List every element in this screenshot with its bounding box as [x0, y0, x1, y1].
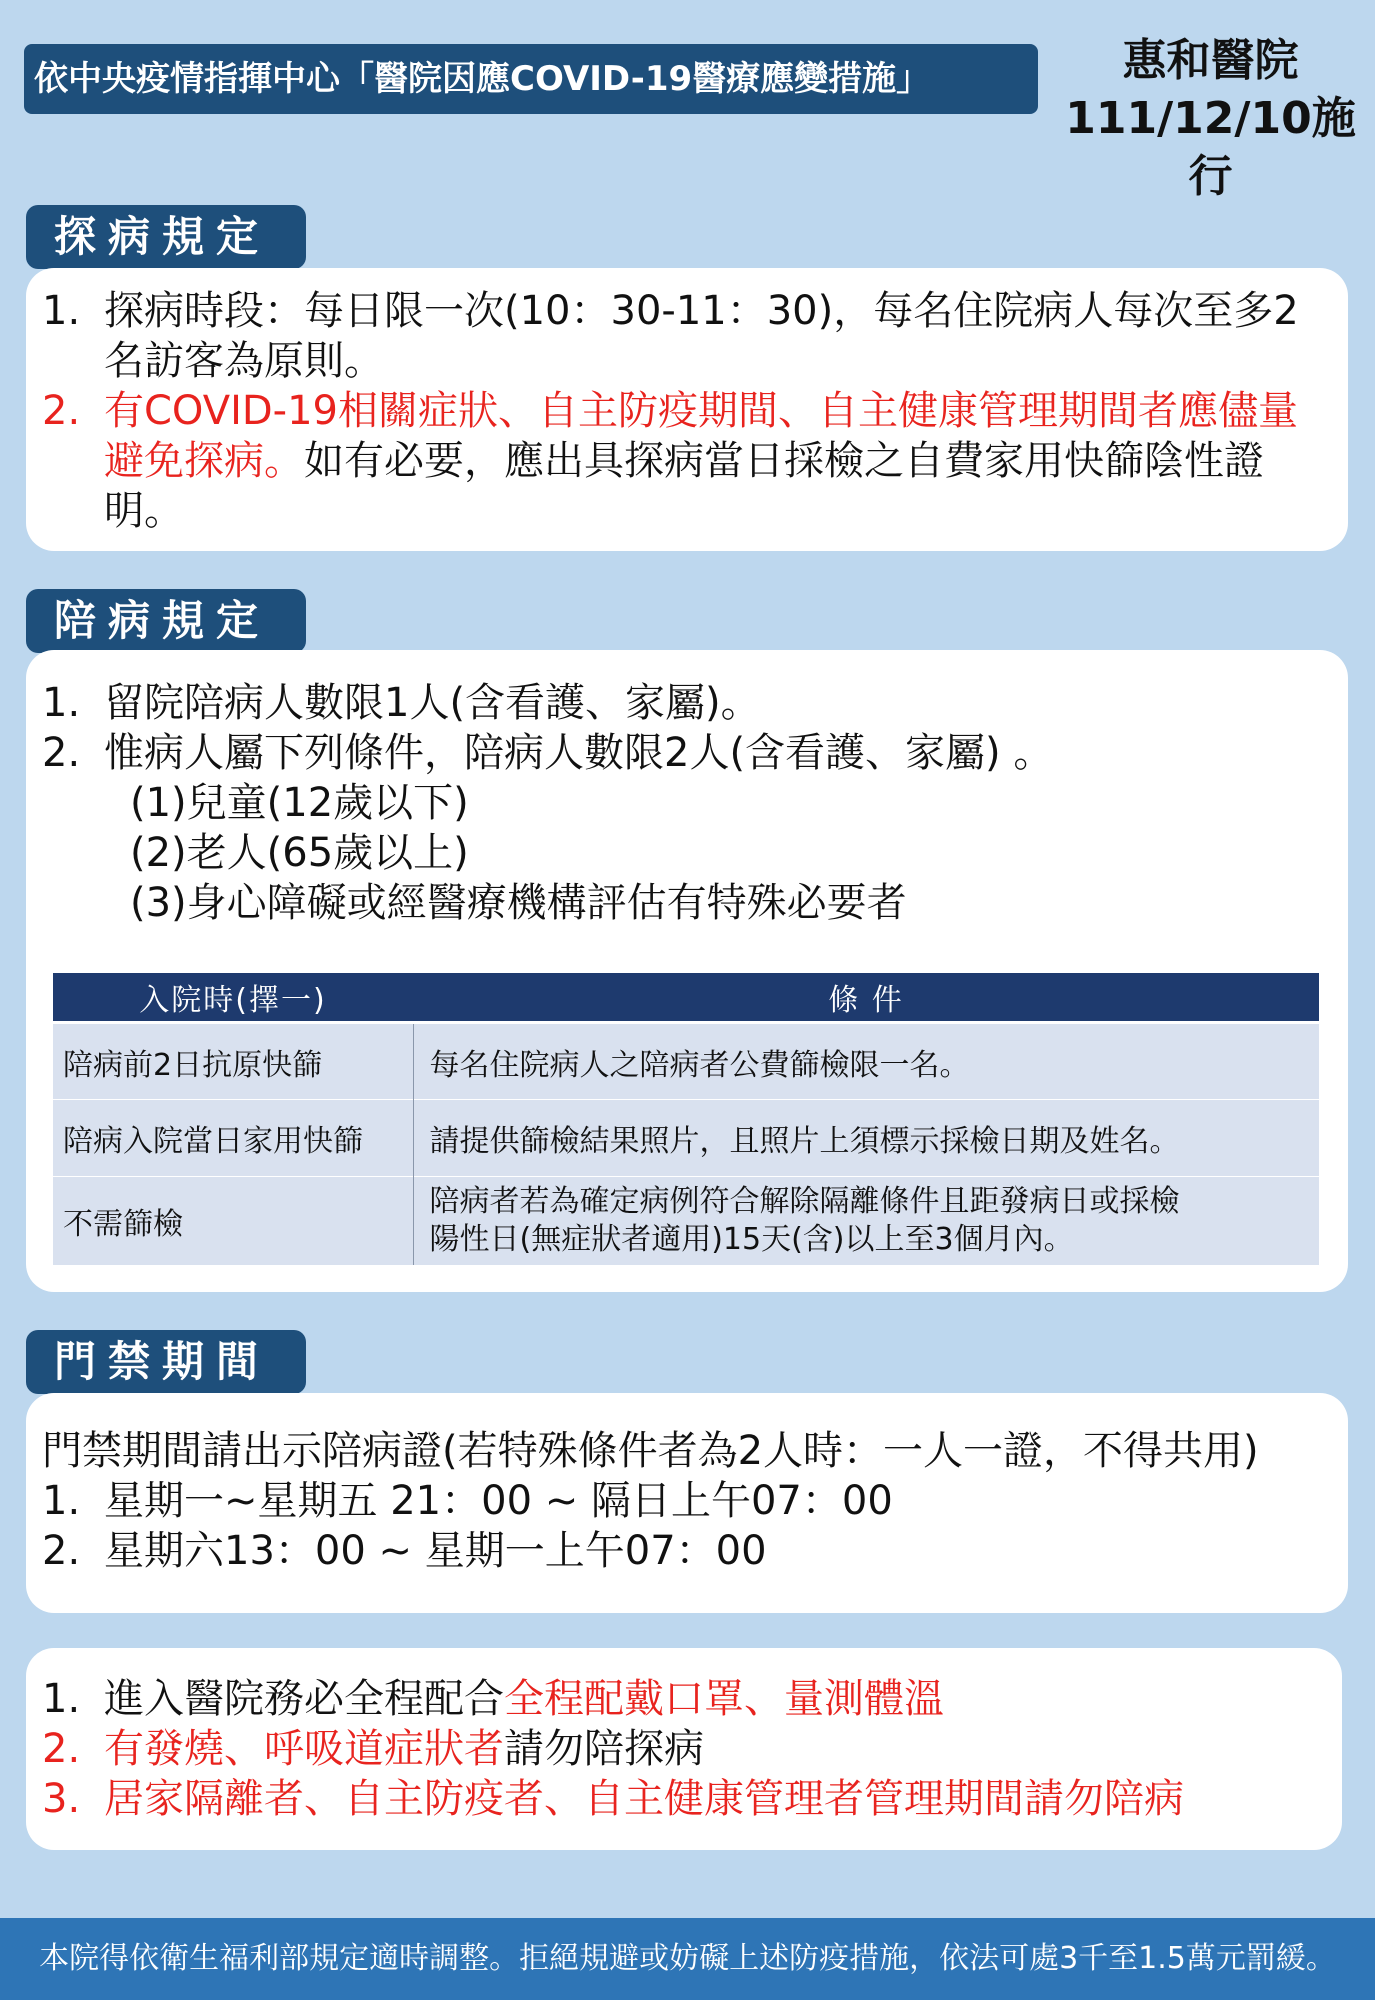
- accompany-rule-2: [42, 728, 1334, 778]
- regulation-title: 依中央疫情指揮中心「醫院因應COVID-19醫療應變措施」: [34, 59, 931, 99]
- table-cell-condition-line: 每名住院病人之陪病者公費篩檢限一名。: [429, 1047, 970, 1083]
- curfew-period-2: [42, 1526, 1334, 1576]
- notice-item-1-text: 進入醫院務必全程配合: [104, 1676, 504, 1722]
- table-row: [53, 1023, 1319, 1100]
- accompany-rules-card: [26, 650, 1348, 1292]
- screening-conditions-table: [53, 973, 1319, 1265]
- visit-section-title: 探病規定: [54, 212, 271, 261]
- table-cell-condition: [413, 1177, 1319, 1265]
- footer-disclaimer: [0, 1918, 1375, 2000]
- curfew-card: [26, 1393, 1348, 1613]
- notice-item-3-warning: 居家隔離者、自主防疫者、自主健康管理者管理期間請勿陪病: [104, 1776, 1184, 1822]
- footer-text: 本院得依衛生福利部規定適時調整。拒絕規避或妨礙上述防疫措施，依法可處3千至1.5萬元罰緩。: [39, 1941, 1336, 1976]
- curfew-section-title: 門禁期間: [54, 1337, 271, 1386]
- visit-rule-2-number: 2.: [42, 388, 81, 434]
- accompany-section-tab: [26, 589, 306, 653]
- accompany-rule-1-text: 留院陪病人數限1人(含看護、家屬)。: [104, 680, 761, 726]
- table-cell-condition-line: 請提供篩檢結果照片，且照片上須標示採檢日期及姓名。: [429, 1124, 1180, 1159]
- hospital-name: 惠和醫院: [1122, 35, 1299, 86]
- curfew-period-2-text: 星期六13：00 ~ 星期一上午07：00: [104, 1528, 767, 1574]
- visit-rules-card: [26, 268, 1348, 551]
- table-cell-condition-line: 陽性日(無症狀者適用)15天(含)以上至3個月內。: [429, 1221, 1074, 1257]
- table-cell-condition: [413, 1100, 1319, 1177]
- table-cell-condition: [413, 1023, 1319, 1100]
- table-header-row: [53, 973, 1319, 1023]
- notice-item-1-warning: 全程配戴口罩、量測體溫: [504, 1676, 944, 1722]
- accompany-rule-1: [42, 678, 1334, 728]
- accompany-rule-1-number: 1.: [42, 680, 81, 726]
- table-row: [53, 1100, 1319, 1177]
- accompany-rule-2-text: 惟病人屬下列條件，陪病人數限2人(含看護、家屬) 。: [104, 730, 1054, 776]
- table-cell-admission: 陪病入院當日家用快篩: [53, 1100, 413, 1177]
- curfew-period-2-number: 2.: [42, 1528, 81, 1574]
- table-header-condition: 條 件: [413, 973, 1319, 1023]
- accompany-condition-children: (1)兒童(12歲以下): [130, 780, 469, 826]
- accompany-condition-special: (3)身心障礙或經醫療機構評估有特殊必要者: [130, 880, 907, 926]
- curfew-section-tab: [26, 1330, 306, 1394]
- curfew-period-1: [42, 1476, 1334, 1526]
- curfew-intro: 門禁期間請出示陪病證(若特殊條件者為2人時：一人一證，不得共用): [42, 1428, 1259, 1474]
- notice-item-2-warning: 有發燒、呼吸道症狀者: [104, 1726, 504, 1772]
- table-cell-admission: 不需篩檢: [53, 1177, 413, 1265]
- visit-rule-1-number: 1.: [42, 288, 81, 334]
- notice-item-3: [42, 1774, 1328, 1824]
- table-header-admission: 入院時(擇一): [53, 973, 413, 1023]
- accompany-section-title: 陪病規定: [54, 596, 271, 645]
- visit-section-tab: [26, 205, 306, 269]
- notice-card: [26, 1648, 1342, 1850]
- table-cell-admission: 陪病前2日抗原快篩: [53, 1023, 413, 1100]
- notice-item-3-number: 3.: [42, 1776, 81, 1822]
- hospital-block: [1058, 32, 1363, 206]
- notice-item-1: [42, 1674, 1328, 1724]
- notice-item-2: [42, 1724, 1328, 1774]
- visit-rule-2-warning: 有COVID-19相關症狀、自主防疫期間、自主健康管理期間者應儘量避免探病。: [104, 388, 1299, 484]
- curfew-period-1-number: 1.: [42, 1478, 81, 1524]
- visit-rule-1: [42, 286, 1334, 386]
- regulation-banner: [24, 44, 1038, 114]
- effective-date: 111/12/10施行: [1065, 93, 1356, 202]
- visit-rule-2: [42, 386, 1334, 536]
- table-row: [53, 1177, 1319, 1265]
- visit-rule-2-text: 如有必要，應出具探病當日採檢之自費家用快篩陰性證明。: [104, 438, 1264, 534]
- table-cell-condition-line: 陪病者若為確定病例符合解除隔離條件且距發病日或採檢: [429, 1183, 1180, 1219]
- notice-item-1-number: 1.: [42, 1676, 81, 1722]
- notice-item-2-number: 2.: [42, 1726, 81, 1772]
- visit-rule-1-text: 探病時段：每日限一次(10：30-11：30)，每名住院病人每次至多2名訪客為原則。: [104, 288, 1299, 384]
- curfew-period-1-text: 星期一~星期五 21：00 ~ 隔日上午07：00: [104, 1478, 893, 1524]
- notice-item-2-text: 請勿陪探病: [504, 1726, 704, 1772]
- accompany-rule-2-number: 2.: [42, 730, 81, 776]
- accompany-condition-elderly: (2)老人(65歲以上): [130, 830, 469, 876]
